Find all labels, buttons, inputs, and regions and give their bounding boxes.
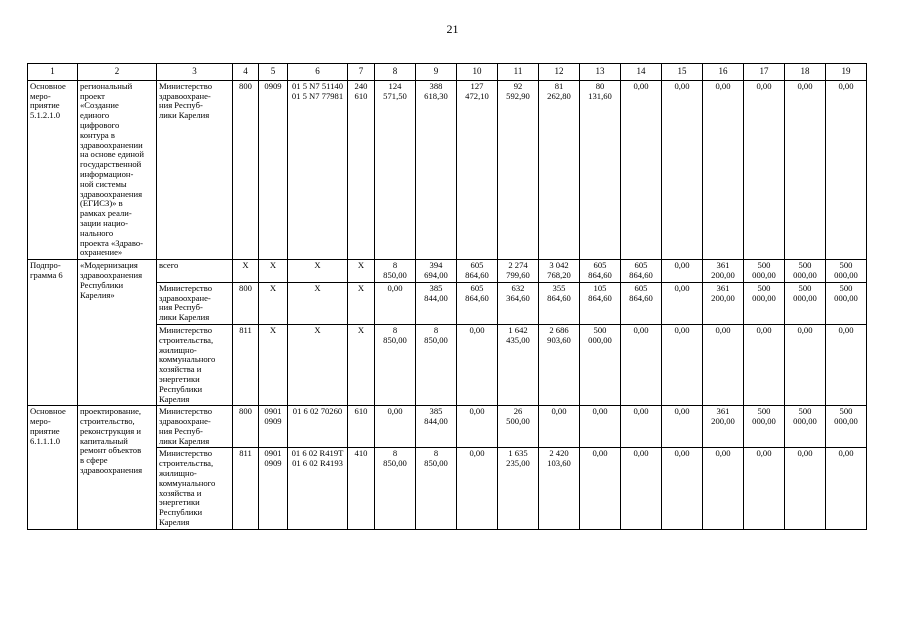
amount-cell: 0,00: [539, 406, 580, 448]
amount-cell: 0,00: [457, 448, 498, 529]
amount-cell: 0,00: [457, 324, 498, 405]
page-number: 21: [446, 22, 459, 36]
amount-cell: 500 000,00: [826, 260, 867, 283]
col-header: 7: [348, 64, 375, 81]
table-row: [28, 80, 867, 259]
col-header: 8: [375, 64, 416, 81]
amount-cell: 8 850,00: [416, 324, 457, 405]
grbs-cell: 811: [233, 448, 259, 529]
activity-code-cell: Основное меро- приятие 5.1.2.1.0: [28, 80, 78, 259]
amount-cell: 0,00: [375, 282, 416, 324]
col-header: 4: [233, 64, 259, 81]
amount-cell: 500 000,00: [785, 260, 826, 283]
amount-cell: 500 000,00: [744, 282, 785, 324]
amount-cell: 500 000,00: [744, 406, 785, 448]
expense-type-cell: X: [348, 282, 375, 324]
col-header: 14: [621, 64, 662, 81]
col-header: 15: [662, 64, 703, 81]
amount-cell: 0,00: [826, 324, 867, 405]
col-header: 1: [28, 64, 78, 81]
section-cell: X: [259, 282, 288, 324]
amount-cell: 0,00: [785, 324, 826, 405]
amount-cell: 361 200,00: [703, 282, 744, 324]
target-article-cell: X: [288, 324, 348, 405]
amount-cell: 500 000,00: [826, 406, 867, 448]
section-cell: X: [259, 260, 288, 283]
amount-cell: 385 844,00: [416, 282, 457, 324]
amount-cell: 0,00: [621, 80, 662, 259]
amount-cell: 0,00: [662, 282, 703, 324]
amount-cell: 0,00: [744, 324, 785, 405]
amount-cell: 81 262,80: [539, 80, 580, 259]
amount-cell: 8 850,00: [416, 448, 457, 529]
section-cell: 0901 0909: [259, 448, 288, 529]
amount-cell: 605 864,60: [457, 260, 498, 283]
col-header: 12: [539, 64, 580, 81]
amount-cell: 361 200,00: [703, 260, 744, 283]
amount-cell: 0,00: [826, 448, 867, 529]
section-cell: 0909: [259, 80, 288, 259]
amount-cell: 605 864,60: [621, 282, 662, 324]
executor-cell: Министерство строительства, жилищно- коммунального хозяйства и энергетики Республики Карелия: [157, 448, 233, 529]
activity-name-cell: проектирование, строительство, реконструкция и капитальный ремонт объектов в сфере здравоохранения: [78, 406, 157, 530]
amount-cell: 0,00: [662, 448, 703, 529]
amount-cell: 632 364,60: [498, 282, 539, 324]
col-header: 16: [703, 64, 744, 81]
amount-cell: 8 850,00: [375, 324, 416, 405]
amount-cell: 1 642 435,00: [498, 324, 539, 405]
amount-cell: 605 864,60: [457, 282, 498, 324]
header-row: [28, 64, 867, 81]
amount-cell: 8 850,00: [375, 448, 416, 529]
grbs-cell: 800: [233, 406, 259, 448]
amount-cell: 0,00: [703, 324, 744, 405]
col-header: 19: [826, 64, 867, 81]
expense-type-cell: 610: [348, 406, 375, 448]
amount-cell: 0,00: [580, 448, 621, 529]
amount-cell: 127 472,10: [457, 80, 498, 259]
amount-cell: 605 864,60: [621, 260, 662, 283]
amount-cell: 2 686 903,60: [539, 324, 580, 405]
executor-cell: Министерство строительства, жилищно- коммунального хозяйства и энергетики Республики Карелия: [157, 324, 233, 405]
expense-type-cell: X: [348, 260, 375, 283]
amount-cell: 0,00: [785, 80, 826, 259]
amount-cell: 385 844,00: [416, 406, 457, 448]
amount-cell: 0,00: [580, 406, 621, 448]
expense-type-cell: 240 610: [348, 80, 375, 259]
amount-cell: 500 000,00: [744, 260, 785, 283]
amount-cell: 0,00: [662, 324, 703, 405]
amount-cell: 500 000,00: [785, 282, 826, 324]
col-header: 10: [457, 64, 498, 81]
section-cell: X: [259, 324, 288, 405]
target-article-cell: 01 6 02 70260: [288, 406, 348, 448]
target-article-cell: X: [288, 282, 348, 324]
amount-cell: 355 864,60: [539, 282, 580, 324]
executor-cell: Министерство здравоохране- ния Респуб- лики Карелия: [157, 282, 233, 324]
col-header: 2: [78, 64, 157, 81]
amount-cell: 0,00: [621, 406, 662, 448]
activity-code-cell: Основное меро- приятие 6.1.1.1.0: [28, 406, 78, 530]
expense-type-cell: X: [348, 324, 375, 405]
table-row: [28, 406, 867, 448]
budget-table: [27, 63, 867, 530]
col-header: 11: [498, 64, 539, 81]
amount-cell: 0,00: [662, 80, 703, 259]
amount-cell: 500 000,00: [580, 324, 621, 405]
amount-cell: 500 000,00: [826, 282, 867, 324]
target-article-cell: 01 5 N7 51140 01 5 N7 77981: [288, 80, 348, 259]
amount-cell: 394 694,00: [416, 260, 457, 283]
executor-cell: всего: [157, 260, 233, 283]
amount-cell: 388 618,30: [416, 80, 457, 259]
amount-cell: 124 571,50: [375, 80, 416, 259]
grbs-cell: 800: [233, 282, 259, 324]
amount-cell: 80 131,60: [580, 80, 621, 259]
col-header: 6: [288, 64, 348, 81]
expense-type-cell: 410: [348, 448, 375, 529]
executor-cell: Министерство здравоохране- ния Респуб- лики Карелия: [157, 406, 233, 448]
amount-cell: 0,00: [457, 406, 498, 448]
amount-cell: 0,00: [621, 324, 662, 405]
amount-cell: 0,00: [621, 448, 662, 529]
col-header: 9: [416, 64, 457, 81]
amount-cell: 8 850,00: [375, 260, 416, 283]
amount-cell: 0,00: [826, 80, 867, 259]
grbs-cell: 800: [233, 80, 259, 259]
table-row: [28, 260, 867, 283]
grbs-cell: 811: [233, 324, 259, 405]
section-cell: 0901 0909: [259, 406, 288, 448]
activity-name-cell: региональный проект «Создание единого цифрового контура в здравоохранении на основе единой государственной информацион- ной системы здравоохранения (ЕГИСЗ)» в рамках реали- зации нацио- нального проекта «Здраво- охранение»: [78, 80, 157, 259]
amount-cell: 105 864,60: [580, 282, 621, 324]
amount-cell: 605 864,60: [580, 260, 621, 283]
amount-cell: 2 420 103,60: [539, 448, 580, 529]
col-header: 5: [259, 64, 288, 81]
amount-cell: 1 635 235,00: [498, 448, 539, 529]
amount-cell: 0,00: [785, 448, 826, 529]
amount-cell: 2 274 799,60: [498, 260, 539, 283]
col-header: 18: [785, 64, 826, 81]
col-header: 3: [157, 64, 233, 81]
amount-cell: 361 200,00: [703, 406, 744, 448]
amount-cell: 500 000,00: [785, 406, 826, 448]
col-header: 13: [580, 64, 621, 81]
amount-cell: 0,00: [744, 80, 785, 259]
activity-code-cell: Подпро- грамма 6: [28, 260, 78, 406]
amount-cell: 3 042 768,20: [539, 260, 580, 283]
executor-cell: Министерство здравоохране- ния Респуб- лики Карелия: [157, 80, 233, 259]
amount-cell: 0,00: [744, 448, 785, 529]
grbs-cell: X: [233, 260, 259, 283]
col-header: 17: [744, 64, 785, 81]
target-article-cell: X: [288, 260, 348, 283]
amount-cell: 0,00: [703, 448, 744, 529]
activity-name-cell: «Модернизация здравоохранения Республики Карелия»: [78, 260, 157, 406]
amount-cell: 0,00: [662, 406, 703, 448]
amount-cell: 0,00: [662, 260, 703, 283]
target-article-cell: 01 6 02 R419T 01 6 02 R4193: [288, 448, 348, 529]
amount-cell: 26 500,00: [498, 406, 539, 448]
amount-cell: 0,00: [703, 80, 744, 259]
amount-cell: 0,00: [375, 406, 416, 448]
amount-cell: 92 592,90: [498, 80, 539, 259]
